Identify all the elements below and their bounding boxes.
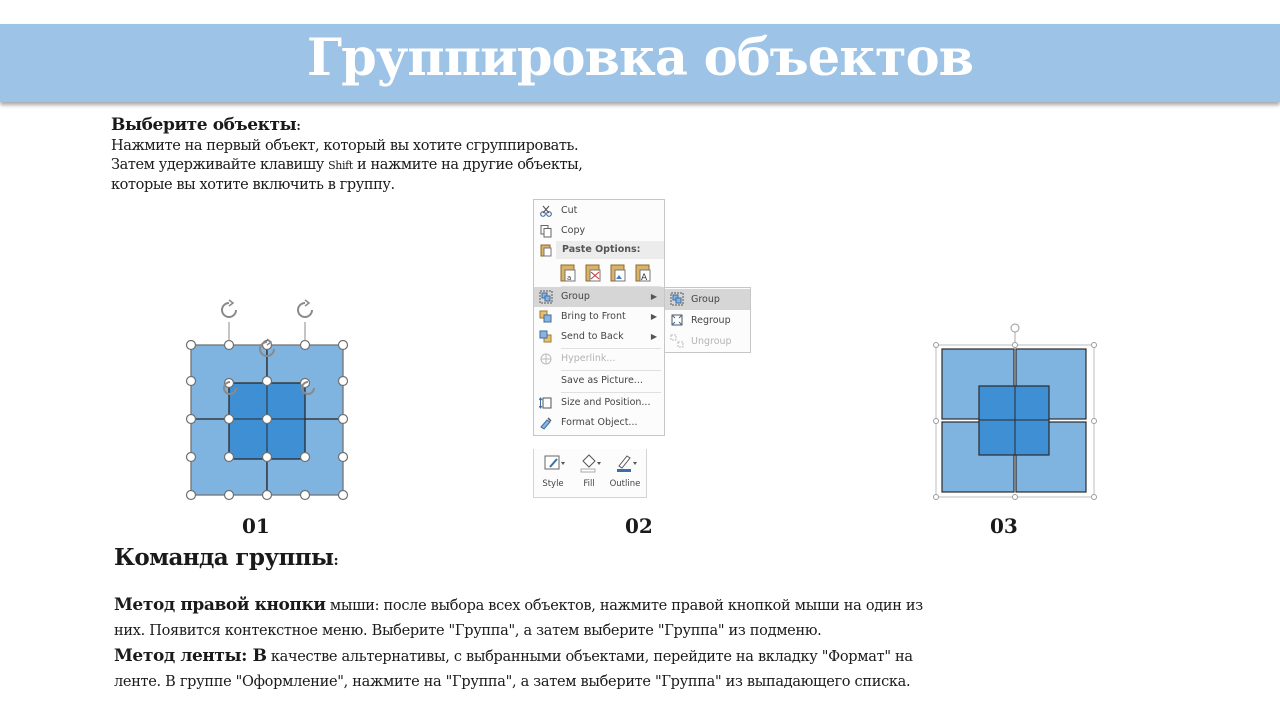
select-line-1: Нажмите на первый объект, который вы хотите сгруппировать.: [111, 137, 579, 154]
menu-item-label: Bring to Front: [561, 311, 626, 322]
menu-item-save-as-picture[interactable]: [534, 371, 664, 391]
menu-item-cut[interactable]: [534, 201, 664, 221]
menu-item-bring-to-front[interactable]: [534, 307, 664, 327]
menu-item-copy[interactable]: [534, 221, 664, 241]
context-menu: [533, 199, 665, 436]
outline-label: Outline: [609, 479, 641, 489]
style-button[interactable]: [535, 449, 571, 497]
ungroup-icon: [670, 334, 684, 348]
menu-item-label: Paste Options:: [562, 244, 641, 255]
menu-item-label: Ungroup: [691, 336, 732, 347]
menu-item-label: Cut: [561, 205, 578, 216]
style-icon: [543, 453, 565, 473]
group-submenu: [664, 287, 751, 353]
select-heading: [111, 116, 711, 137]
menu-item-label: Hyperlink...: [561, 353, 616, 364]
menu-item-group[interactable]: [534, 287, 664, 307]
group-heading-colon: :: [333, 553, 339, 569]
mini-toolbar: [533, 449, 647, 498]
submenu-arrow-icon: ▶: [650, 332, 657, 341]
method-ribbon-title: Метод ленты: В: [114, 646, 267, 666]
method-ribbon-line-2: ленте. В группе "Оформление", нажмите на "Группа", а затем выберите "Группа" из выпадающего списка.: [114, 674, 911, 690]
paste-merge-icon[interactable]: [586, 265, 600, 281]
outline-button[interactable]: [607, 449, 643, 497]
select-line-3: которые вы хотите включить в группу.: [111, 176, 395, 193]
menu-item-size-and-position[interactable]: [534, 393, 664, 413]
select-line-2-post: и нажмите на другие объекты,: [352, 157, 583, 173]
menu-item-send-to-back[interactable]: [534, 327, 664, 347]
paste-options-header: [556, 241, 664, 259]
menu-item-hyperlink: [534, 349, 664, 369]
size-position-icon: [539, 396, 553, 410]
bring-to-front-icon: [539, 310, 553, 324]
group-heading-text: Команда группы: [114, 544, 334, 571]
paste-text-only-icon[interactable]: [636, 265, 650, 283]
format-object-icon: [539, 416, 553, 430]
paste-keep-formatting-icon[interactable]: [561, 265, 575, 282]
step-number-1: 01: [242, 514, 270, 538]
menu-item-format-object[interactable]: [534, 413, 664, 433]
copy-icon: [539, 224, 553, 238]
menu-item-label: Group: [561, 291, 590, 302]
submenu-item-group[interactable]: [665, 289, 750, 310]
svg-text:A: A: [641, 273, 648, 283]
submenu-item-regroup[interactable]: [665, 310, 750, 331]
regroup-icon: [670, 313, 684, 327]
submenu-arrow-icon: ▶: [650, 312, 657, 321]
paste-icon: [539, 243, 553, 257]
selected-shapes-illustration: [180, 296, 355, 502]
page-title: Группировка объектов: [306, 28, 974, 88]
paste-picture-icon[interactable]: [611, 265, 625, 281]
menu-item-label: Copy: [561, 225, 586, 236]
step-number-3: 03: [990, 514, 1018, 538]
fill-label: Fill: [583, 479, 595, 489]
hyperlink-icon: [539, 352, 553, 366]
methods-text: [114, 593, 1074, 695]
fill-bucket-icon: [579, 453, 601, 473]
method-right-click-title: Метод правой кнопки: [114, 595, 326, 615]
select-objects-section: [111, 116, 711, 195]
paste-option-buttons: [559, 262, 659, 284]
svg-text:a: a: [567, 274, 572, 282]
step-number-2: 02: [625, 514, 653, 538]
menu-item-label: Regroup: [691, 315, 731, 326]
group-command-heading: [114, 544, 338, 571]
method-ribbon-text: качестве альтернативы, с выбранными объектами, перейдите на вкладку "Формат" на: [266, 649, 913, 665]
shift-key-text: Shift: [328, 159, 353, 172]
select-line-2-pre: Затем удерживайте клавишу: [111, 157, 329, 173]
select-line-2: [111, 156, 711, 176]
grouped-shapes-illustration: [930, 320, 1100, 505]
select-heading-colon: :: [296, 119, 301, 133]
submenu-arrow-icon: ▶: [650, 292, 657, 301]
send-to-back-icon: [539, 330, 553, 344]
scissors-icon: [539, 204, 553, 218]
menu-item-label: Send to Back: [561, 331, 624, 342]
grouped-squares: [942, 349, 1086, 492]
group-icon: [670, 292, 684, 306]
outline-pen-icon: [615, 453, 637, 473]
style-label: Style: [542, 479, 564, 489]
menu-item-label: Format Object...: [561, 417, 638, 428]
menu-item-label: Save as Picture...: [561, 375, 643, 386]
select-heading-text: Выберите объекты: [111, 115, 297, 135]
method-right-click-line-2: них. Появится контекстное меню. Выберите "Группа", а затем выберите "Группа" из подменю.: [114, 623, 822, 639]
title-banner: [0, 24, 1280, 102]
method-ribbon-line-1: [114, 644, 1074, 670]
group-icon: [539, 290, 553, 304]
method-right-click-line-1: [114, 593, 1074, 619]
menu-item-label: Size and Position...: [561, 397, 651, 408]
method-right-click-text: мыши: после выбора всех объектов, нажмите правой кнопкой мыши на один из: [325, 598, 923, 614]
fill-button[interactable]: [571, 449, 607, 497]
submenu-item-ungroup: [665, 331, 750, 352]
menu-item-label: Group: [691, 294, 720, 305]
